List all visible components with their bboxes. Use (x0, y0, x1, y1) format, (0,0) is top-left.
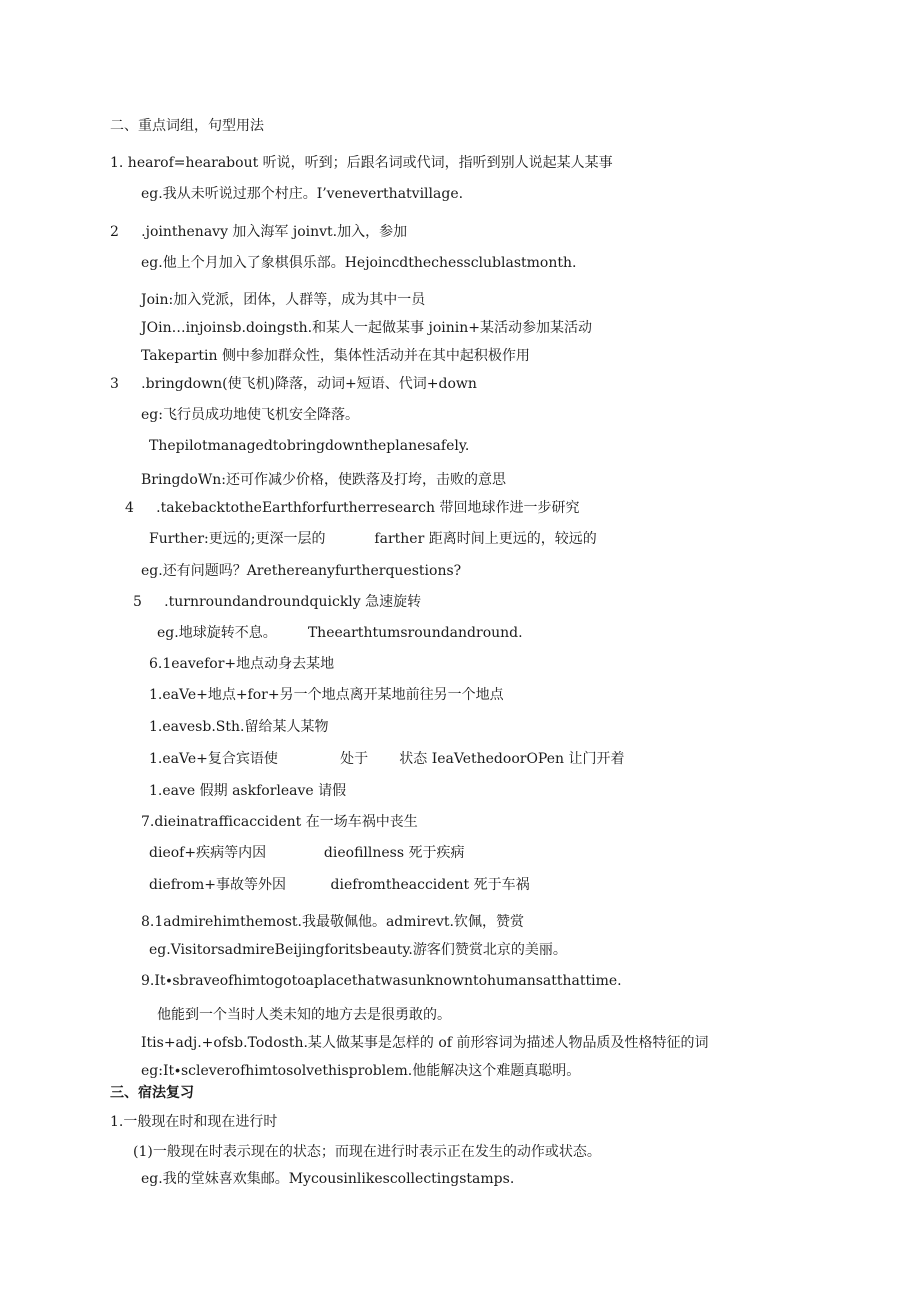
text-line: Thepilotmanagedtobringdowntheplanesafely. (149, 438, 470, 454)
text-line: Itis+adj.+ofsb.Todosth.某人做某事是怎样的 of 前形容词为描述人物品质及性格特征的词 (141, 1035, 709, 1051)
section-heading-key-phrases: 二、重点词组，句型用法 (110, 118, 264, 134)
text-line: Takepartin 侧中参加群众性，集体性活动并在其中起积极作用 (141, 348, 530, 364)
text-line: eg:It∙scleverofhimtosolvethisproblem.他能解决这个难题真聪明。 (141, 1063, 581, 1079)
text-line: 1.eaVe+复合宾语使 处于 状态 IeaVethedoorOPen 让门开着 (149, 751, 625, 767)
text-line: eg.我的堂妹喜欢集邮。Mycousinlikescollectingstamps. (141, 1171, 515, 1187)
text-line: JOin…injoinsb.doingsth.和某人一起做某事 joinin+某活动参加某活动 (141, 320, 592, 336)
text-line: eg.我从未听说过那个村庄。I’veneverthatvillage. (141, 186, 464, 202)
text-line: 9.It∙sbraveofhimtogotoaplacethatwasunknowntohumansatthattime. (141, 973, 622, 989)
text-line: diefrom+事故等外因 diefromtheaccident 死于车祸 (149, 877, 530, 893)
text-line: 1.一般现在时和现在进行时 (110, 1114, 278, 1130)
text-line: eg.他上个月加入了象棋俱乐部。Hejoincdthechessclublastmonth. (141, 255, 577, 271)
section-heading-grammar-review: 三、宿法复习 (110, 1085, 194, 1101)
text-line: 2 .jointhenavy 加入海军 joinvt.加入，参加 (110, 224, 408, 240)
text-line: 4 .takebacktotheEarthforfurtherresearch 带回地球作进一步研究 (125, 500, 580, 516)
text-line: 6.1eavefor+地点动身去某地 (149, 656, 335, 672)
text-line: 8.1admirehimthemost.我最敬佩他。admirevt.钦佩，赞赏 (141, 914, 524, 930)
text-line: 他能到一个当时人类未知的地方去是很勇敢的。 (157, 1007, 451, 1023)
text-line: eg:飞行员成功地使飞机安全降落。 (141, 407, 359, 423)
text-line: BringdoWn:还可作减少价格，使跌落及打垮，击败的意思 (141, 472, 506, 488)
text-line: 5 .turnroundandroundquickly 急速旋转 (133, 594, 422, 610)
text-line: eg.VisitorsadmireBeijingforitsbeauty.游客们赞赏北京的美丽。 (149, 942, 567, 958)
text-line: 7.dieinatrafficaccident 在一场车祸中丧生 (141, 814, 418, 830)
text-line: 1.eave 假期 askforleave 请假 (149, 783, 347, 799)
text-line: dieof+疾病等内因 dieofillness 死于疾病 (149, 845, 465, 861)
text-line: 1. hearof=hearabout 听说，听到；后跟名词或代词，指听到别人说起某人某事 (110, 155, 613, 171)
text-line: Join:加入党派，团体，人群等，成为其中一员 (141, 292, 426, 308)
text-line: eg.还有问题吗？Arethereanyfurtherquestions? (141, 563, 462, 579)
text-line: Further:更远的;更深一层的 farther 距离时间上更远的，较远的 (149, 531, 597, 547)
text-line: (1)一般现在时表示现在的状态；而现在进行时表示正在发生的动作或状态。 (133, 1144, 601, 1160)
text-line: 1.eavesb.Sth.留给某人某物 (149, 719, 329, 735)
text-line: 3 .bringdown(使飞机)降落，动词+短语、代词+down (110, 376, 477, 392)
text-line: eg.地球旋转不息。 Theearthtumsroundandround. (157, 625, 523, 641)
text-line: 1.eaVe+地点+for+另一个地点离开某地前往另一个地点 (149, 687, 504, 703)
